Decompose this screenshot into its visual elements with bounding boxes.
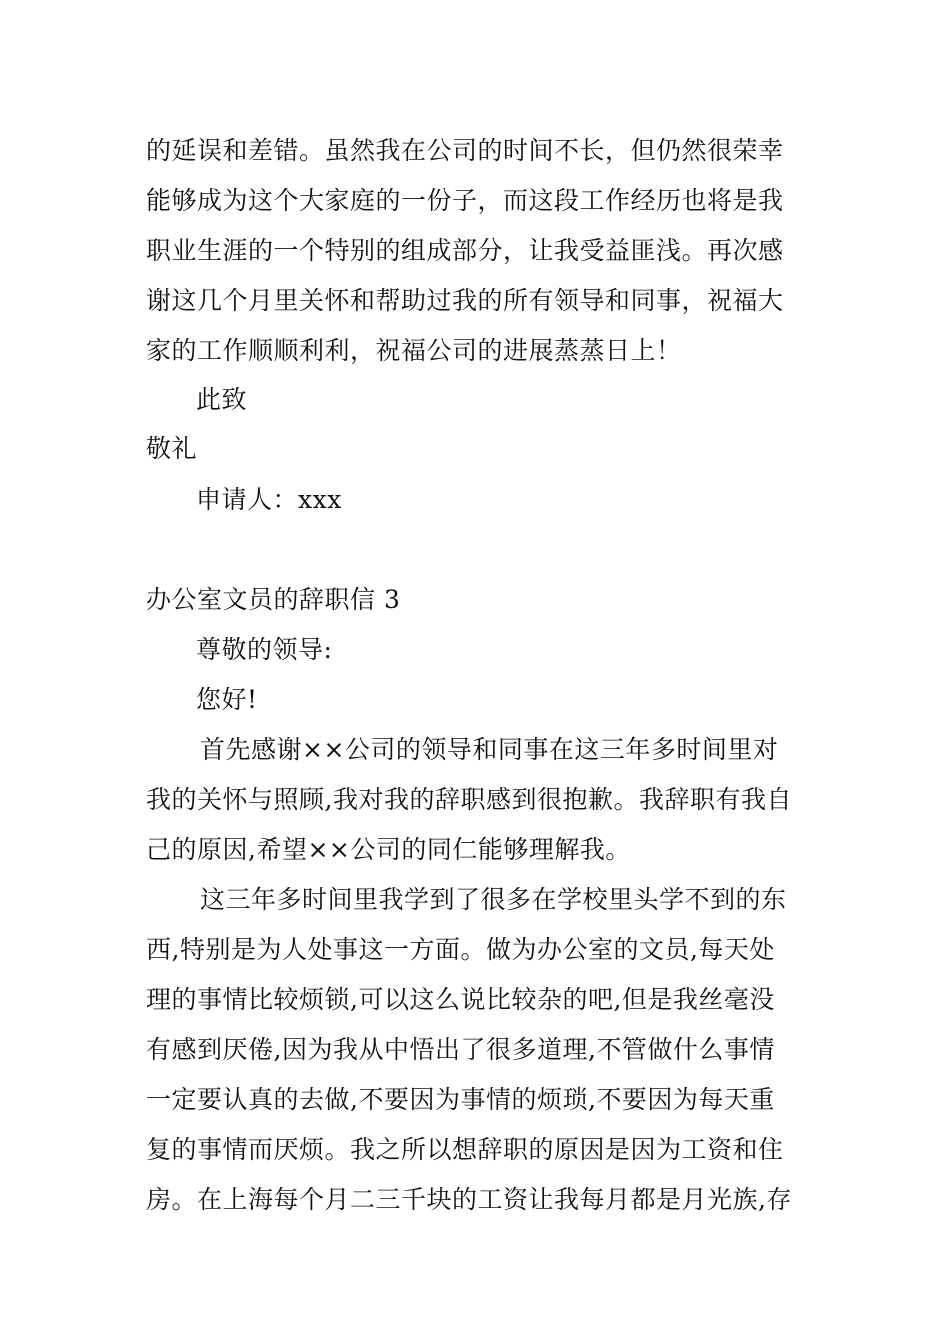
paragraph-line: 职业生涯的一个特别的组成部分，让我受益匪浅。再次感: [146, 236, 784, 265]
paragraph-line: 我的关怀与照顾,我对我的辞职感到很抱歉。我辞职有我自: [146, 785, 792, 814]
paragraph-line: 理的事情比较烦锁,可以这么说比较杂的吧,但是我丝毫没: [146, 985, 775, 1014]
paragraph-line: 谢这几个月里关怀和帮助过我的所有领导和同事，祝福大: [146, 286, 784, 315]
paragraph-line: 有感到厌倦,因为我从中悟出了很多道理,不管做什么事情: [146, 1035, 775, 1064]
closing-line: 此致: [196, 385, 248, 414]
paragraph-line: 能够成为这个大家庭的一份子，而这段工作经历也将是我: [146, 186, 784, 215]
greeting: 您好!: [196, 685, 258, 714]
paragraph-line: 家的工作顺顺利利，祝福公司的进展蒸蒸日上！: [146, 336, 682, 365]
paragraph-line: 的延误和差错。虽然我在公司的时间不长，但仍然很荣幸: [146, 136, 784, 165]
paragraph-line: 这三年多时间里我学到了很多在学校里头学不到的东: [200, 885, 787, 914]
salutation: 尊敬的领导:: [196, 635, 333, 664]
paragraph-line: 复的事情而厌烦。我之所以想辞职的原因是因为工资和住: [146, 1135, 784, 1164]
paragraph-line: 房。在上海每个月二三千块的工资让我每月都是月光族,存: [146, 1185, 792, 1214]
applicant-signature: 申请人：xxx: [196, 485, 342, 514]
paragraph-line: 西,特别是为人处事这一方面。做为办公室的文员,每天处: [146, 935, 775, 964]
paragraph-line: 己的原因,希望××公司的同仁能够理解我。: [146, 835, 631, 864]
closing-line: 敬礼: [146, 434, 198, 463]
paragraph-line: 首先感谢××公司的领导和同事在这三年多时间里对: [200, 735, 779, 764]
section-title: 办公室文员的辞职信 3: [146, 585, 401, 614]
paragraph-line: 一定要认真的去做,不要因为事情的烦琐,不要因为每天重: [146, 1085, 775, 1114]
